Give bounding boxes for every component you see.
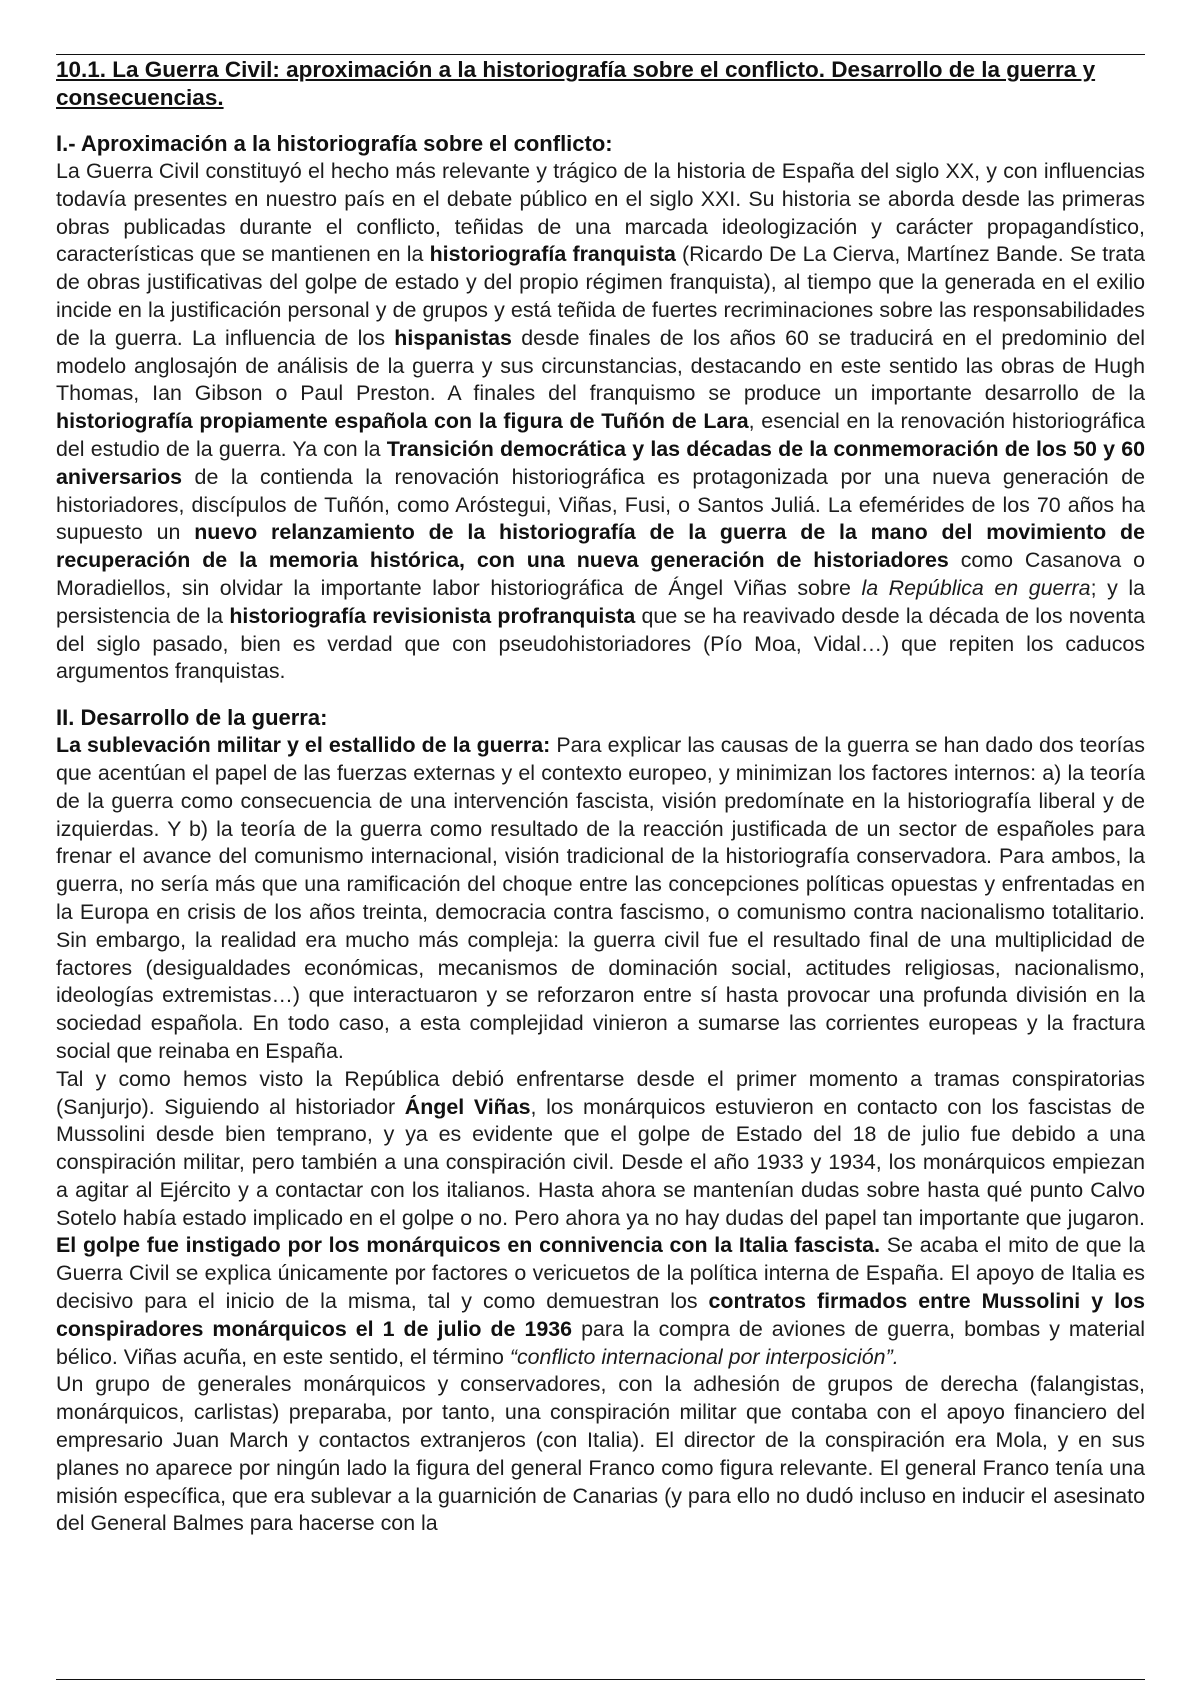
bold-text: historiografía propiamente española con la figura de Tuñón de Lara bbox=[56, 409, 749, 434]
document-title: 10.1. La Guerra Civil: aproximación a la historiografía sobre el conflicto. Desarrollo de la guerra y consecuencias. bbox=[56, 57, 1096, 110]
paragraph-text: La Guerra Civil constituyó el hecho más relevante y trágico de la historia de España del siglo XX, y con influencias todavía presentes en nuestro país en el debate público en el siglo XXI. Su historia se aborda desde las primeras obras publicadas durante el conflicto, teñidas de una marcada ideologización y carácter propagandístico, características que se mantienen en la bbox=[56, 159, 1145, 267]
paragraph-text: , los monárquicos estuvieron en contacto con los fascistas de Mussolini desde bien temprano, y ya es evidente que el golpe de Estado del 18 de julio fue debido a una conspiración militar, pero también a una conspiración civil. Desde el año 1933 y 1934, los monárquicos empiezan a agitar al Ejército y a contactar con los italianos. Hasta ahora se mantenían dudas sobre hasta qué punto Calvo Sotelo había estado implicado en el golpe o no. Pero ahora ya no hay dudas del papel tan importante que jugaron. bbox=[56, 1094, 1145, 1230]
body-paragraph bbox=[56, 1371, 1145, 1538]
bottom-rule bbox=[56, 1679, 1145, 1680]
body-paragraph bbox=[56, 158, 1145, 686]
bold-text: hispanistas bbox=[394, 325, 512, 350]
paragraph-text: Tal y como hemos visto la República debió enfrentarse desde el primer momento a tramas conspiratorias (Sanjurjo). Siguiendo al historiador bbox=[56, 1066, 1145, 1119]
bold-text: historiografía franquista bbox=[429, 242, 676, 267]
top-rule bbox=[56, 54, 1145, 55]
paragraph-text: que se ha reavivado desde la década de los noventa del siglo pasado, bien es verdad que con pseudohistoriadores (Pío Moa, Vidal…) que repiten los caducos argumentos franquistas. bbox=[56, 603, 1145, 684]
body-paragraph bbox=[56, 732, 1145, 1066]
paragraph-text: Un grupo de generales monárquicos y conservadores, con la adhesión de grupos de derecha (falangistas, monárquicos, carlistas) preparaba, por tanto, una conspiración militar que contaba con el apoyo financiero del empresario Juan March y contactos extranjeros (con Italia). El director de la conspiración era Mola, y en sus planes no aparece por ningún lado la figura del general Franco como figura relevante. El general Franco tenía una misión específica, que era sublevar a la guarnición de Canarias (y para ello no dudó incluso en inducir el asesinato del General Balmes para hacerse con la bbox=[56, 1372, 1145, 1536]
paragraph-text: , esencial en la renovación historiográfica del estudio de la guerra. Ya con la bbox=[56, 409, 1145, 461]
paragraph-text: Para explicar las causas de la guerra se han dado dos teorías que acentúan el papel de las fuerzas externas y el contexto europeo, y minimizan los factores internos: a) la teoría de la guerra como consecuencia de una intervención fascista, visión predomínate en la historiografía liberal y de izquierdas. Y b) la teoría de la guerra como resultado de la reacción justificada de un sector de españoles para frenar el avance del comunismo internacional, visión tradicional de la historiografía conservadora. Para ambos, la guerra, no sería más que una ramificación del choque entre las concepciones políticas opuestas y enfrentadas en la Europa en crisis de los años treinta, democracia contra fascismo, o comunismo contra nacionalismo totalitario. Sin embargo, la realidad era mucho más compleja: la guerra civil fue el resultado final de una multiplicidad de factores (desigualdades económicas, mecanismos de dominación social, actitudes religiosas, nacionalismo, ideologías extremistas…) que interactuaron y se reforzaron entre sí hasta provocar una profunda división en la sociedad española. En todo caso, a esta complejidad vinieron a sumarse las corrientes europeas y la fractura social que reinaba en España. bbox=[56, 733, 1145, 1063]
bold-text: El golpe fue instigado por los monárquicos en connivencia con la Italia fascista. bbox=[56, 1233, 881, 1258]
paragraph-text: desde finales de los años 60 se traducirá en el predominio del modelo anglosajón de análisis de la guerra y sus circunstancias, destacando en este sentido las obras de Hugh Thomas, Ian Gibson o Paul Preston. A finales del franquismo se produce un importante desarrollo de la bbox=[56, 325, 1145, 406]
paragraph-text: de la contienda la renovación historiográfica es protagonizada por una nueva generación de historiadores, discípulos de Tuñón, como Aróstegui, Viñas, Fusi, o Santos Juliá. La efemérides de los 70 años ha supuesto un bbox=[56, 464, 1145, 545]
paragraph-text: para la compra de aviones de guerra, bombas y material bélico. Viñas acuña, en este sentido, el término bbox=[56, 1316, 1145, 1369]
bold-text: La sublevación militar y el estallido de la guerra: bbox=[56, 733, 551, 758]
paragraph-text: Se acaba el mito de que la Guerra Civil se explica únicamente por factores o vericuetos de la política interna de España. El apoyo de Italia es decisivo para el inicio de la misma, tal y como demuestran los bbox=[56, 1233, 1145, 1314]
bold-text: Ángel Viñas bbox=[404, 1094, 531, 1119]
body-paragraph bbox=[56, 1066, 1145, 1372]
section-heading: II. Desarrollo de la guerra: bbox=[56, 705, 328, 731]
document-body bbox=[56, 56, 1145, 1538]
bold-text: historiografía revisionista profranquista bbox=[229, 603, 636, 628]
section-heading: I.- Aproximación a la historiografía sobre el conflicto: bbox=[56, 131, 613, 156]
italic-text: “conflicto internacional por interposición”. bbox=[509, 1344, 899, 1369]
paragraph-text: (Ricardo De La Cierva, Martínez Bande. Se trata de obras justificativas del golpe de estado y del propio régimen franquista), al tiempo que la generada en el exilio incide en la justificación personal y de grupos y está teñida de fuertes recriminaciones sobre las responsabilidades de la guerra. La influencia de los bbox=[56, 242, 1145, 350]
paragraph-text: ; y la persistencia de la bbox=[56, 575, 1145, 628]
bold-text: nuevo relanzamiento de la historiografía de la guerra de la mano del movimiento de recuperación de la memoria histórica, con una nueva generación de historiadores bbox=[56, 520, 1145, 573]
bold-text: Transición democrática y las décadas de la conmemoración de los 50 y 60 aniversarios bbox=[56, 436, 1146, 489]
italic-text: la República en guerra bbox=[861, 575, 1091, 600]
paragraph-text: como Casanova o Moradiellos, sin olvidar la importante labor historiográfica de Ángel Viñas sobre bbox=[56, 548, 1145, 600]
bold-text: contratos firmados entre Mussolini y los conspiradores monárquicos el 1 de julio de 1936 bbox=[56, 1289, 1145, 1341]
